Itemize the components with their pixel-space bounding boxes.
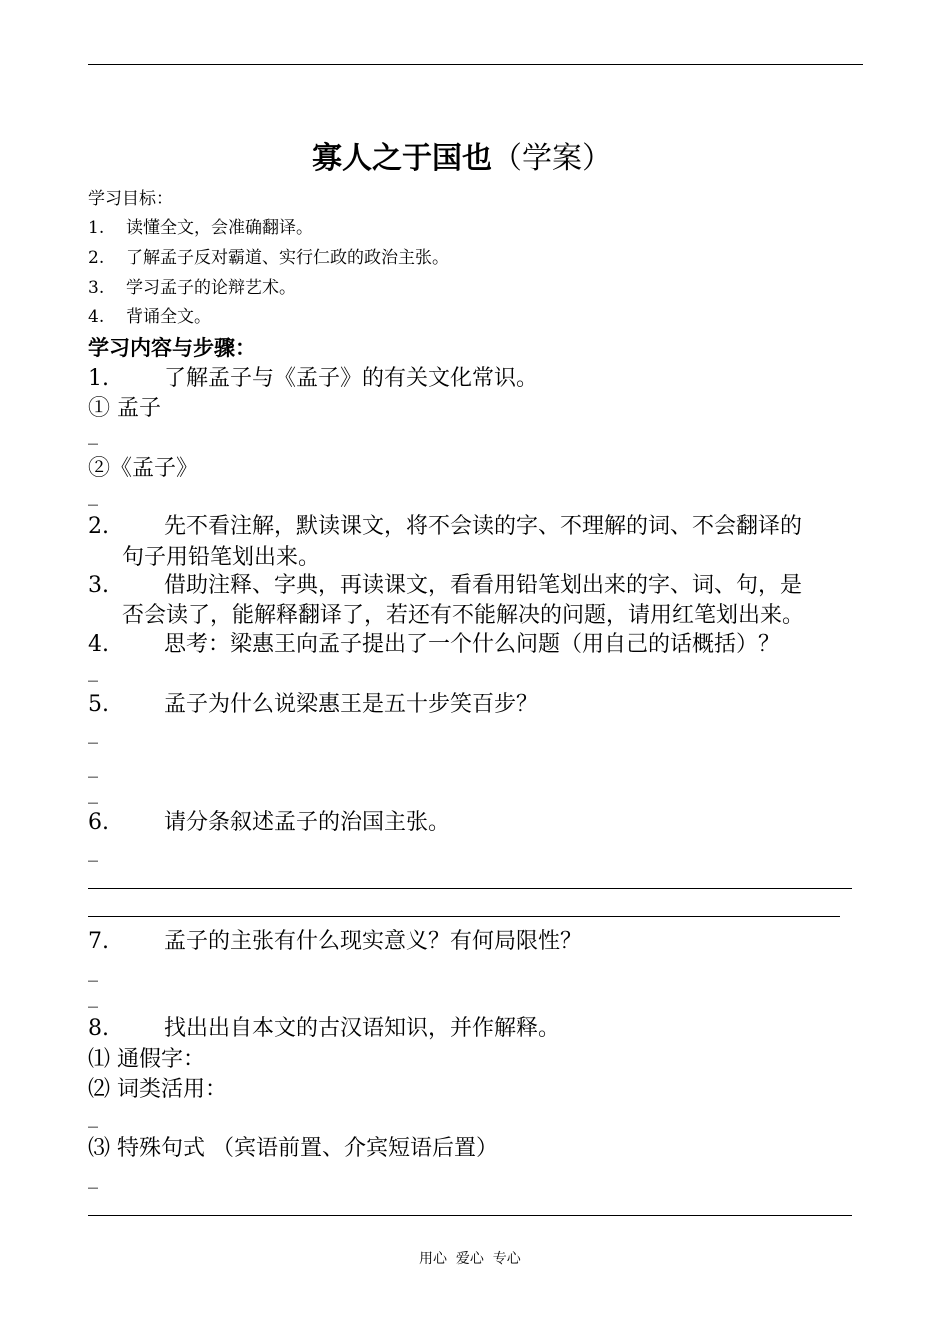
page-footer: 用心 爱心 专心 <box>419 1251 521 1267</box>
objective-num: 1. <box>88 218 105 238</box>
objective-item-2 <box>88 243 449 268</box>
step-num: 6. <box>88 810 109 835</box>
answer-blank[interactable]: _ <box>88 482 98 506</box>
answer-blank[interactable]: _ <box>88 658 98 682</box>
answer-blank[interactable]: _ <box>88 754 98 778</box>
objective-num: 4. <box>88 307 105 327</box>
step-text: 借助注释、字典，再读课文，看看用铅笔划出来的字、词、句，是 <box>164 573 803 598</box>
step-2-continued: 句子用铅笔划出来。 <box>122 545 321 570</box>
objective-text: 读懂全文，会准确翻译。 <box>126 218 313 238</box>
step-6 <box>88 805 450 836</box>
step-8-sub-1: ⑴ 通假字： <box>88 1047 205 1072</box>
answer-blank[interactable]: _ <box>88 421 98 445</box>
title-main: 寡人之于国也 <box>312 141 492 176</box>
step-4 <box>88 627 780 658</box>
step-num: 7. <box>88 929 109 954</box>
step-num: 3. <box>88 573 109 598</box>
answer-blank[interactable]: _ <box>88 838 98 862</box>
header-rule <box>88 64 863 65</box>
step-num: 4. <box>88 632 109 657</box>
answer-line[interactable] <box>88 916 840 917</box>
step-text: 先不看注解，默读课文，将不会读的字、不理解的词、不会翻译的 <box>164 514 803 539</box>
answer-blank[interactable]: _ <box>88 1104 98 1128</box>
step-num: 5. <box>88 692 109 717</box>
step-8 <box>88 1011 560 1042</box>
step-text: 找出出自本文的古汉语知识，并作解释。 <box>164 1016 561 1041</box>
step-5 <box>88 687 538 718</box>
step-7 <box>88 924 582 955</box>
step-8-sub-3: ⑶ 特殊句式 （宾语前置、介宾短语后置） <box>88 1136 498 1161</box>
step-1-sub-a: ① 孟子 <box>88 396 161 421</box>
objective-text: 背诵全文。 <box>126 307 211 327</box>
step-3 <box>88 568 802 599</box>
answer-blank[interactable]: _ <box>88 1165 98 1189</box>
step-text: 思考：梁惠王向孟子提出了一个什么问题（用自己的话概括）？ <box>164 632 781 657</box>
answer-blank[interactable]: _ <box>88 720 98 744</box>
objective-num: 2. <box>88 248 105 268</box>
step-text: 请分条叙述孟子的治国主张。 <box>164 810 451 835</box>
step-text: 孟子的主张有什么现实意义？有何局限性？ <box>164 929 583 954</box>
step-1-sub-b: ②《孟子》 <box>88 456 199 481</box>
step-num: 1. <box>88 366 109 391</box>
objective-num: 3. <box>88 278 105 298</box>
answer-blank[interactable]: _ <box>88 958 98 982</box>
objective-text: 了解孟子反对霸道、实行仁政的政治主张。 <box>126 248 449 268</box>
content-heading: 学习内容与步骤： <box>88 336 256 360</box>
title-suffix: （学案） <box>492 141 612 176</box>
page-title <box>312 133 612 177</box>
answer-blank[interactable]: _ <box>88 984 98 1008</box>
step-num: 8. <box>88 1016 109 1041</box>
answer-blank[interactable]: _ <box>88 780 98 804</box>
answer-line[interactable] <box>88 1215 852 1216</box>
objective-item-1 <box>88 213 313 238</box>
step-1 <box>88 361 538 392</box>
objectives-label: 学习目标： <box>88 189 173 209</box>
step-text: 了解孟子与《孟子》的有关文化常识。 <box>164 366 539 391</box>
objective-item-3 <box>88 273 296 298</box>
step-num: 2. <box>88 514 109 539</box>
answer-line[interactable] <box>88 888 852 889</box>
objective-text: 学习孟子的论辩艺术。 <box>126 278 296 298</box>
objective-item-4 <box>88 302 211 327</box>
step-text: 孟子为什么说梁惠王是五十步笑百步？ <box>164 692 539 717</box>
step-8-sub-2: ⑵ 词类活用： <box>88 1077 227 1102</box>
step-3-continued: 否会读了，能解释翻译了，若还有不能解决的问题，请用红笔划出来。 <box>122 603 805 628</box>
step-2 <box>88 509 802 540</box>
